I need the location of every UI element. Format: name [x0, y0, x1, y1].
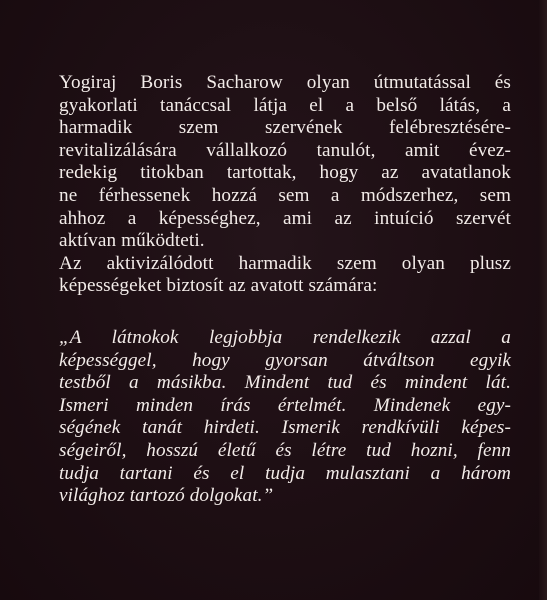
text-line: képességeket biztosít az avatott számára:: [59, 275, 378, 297]
quote-paragraph: [59, 327, 511, 508]
quote-line: testből a másikba. Mindent tud és mindent lát.: [59, 372, 511, 394]
quote-line: „A látnokok legjobbja rendelkezik azzal a: [59, 326, 511, 348]
quote-line: képességgel, hogy gyorsan átváltson egyik: [59, 349, 511, 371]
text-line: ahhoz a képességhez, ami az intuíció szervét: [59, 207, 511, 229]
quote-line: tudja tartani és el tudja mulasztani a három: [59, 462, 511, 484]
quote-line: ségeiről, hosszú életű és létre tud hozni, fenn: [59, 439, 511, 461]
quote-line: Ismeri minden írás értelmét. Mindenek egy-: [59, 394, 511, 416]
text-line: aktívan működteti.: [59, 230, 205, 252]
text-line: redekig titokban tartottak, hogy az avatatlanok: [59, 162, 511, 184]
text-line: gyakorlati tanáccsal látja el a belső látás, a: [59, 94, 511, 116]
text-line: Yogiraj Boris Sacharow olyan útmutatással és: [59, 72, 511, 93]
text-line: harmadik szem szervének felébresztésére-: [59, 117, 511, 139]
quote-line: ségének tanát hirdeti. Ismerik rendkívüli képes-: [59, 417, 511, 439]
text-line: revitalizálására vállalkozó tanulót, amit évez-: [59, 139, 511, 161]
text-line: ne férhessenek hozzá sem a módszerhez, sem: [59, 184, 511, 206]
second-paragraph: [59, 253, 511, 298]
intro-paragraph: [59, 72, 511, 253]
quote-line: világhoz tartozó dolgokat.”: [59, 485, 274, 507]
back-cover-text: [59, 72, 511, 508]
text-line: Az aktivizálódott harmadik szem olyan plusz: [59, 252, 511, 274]
